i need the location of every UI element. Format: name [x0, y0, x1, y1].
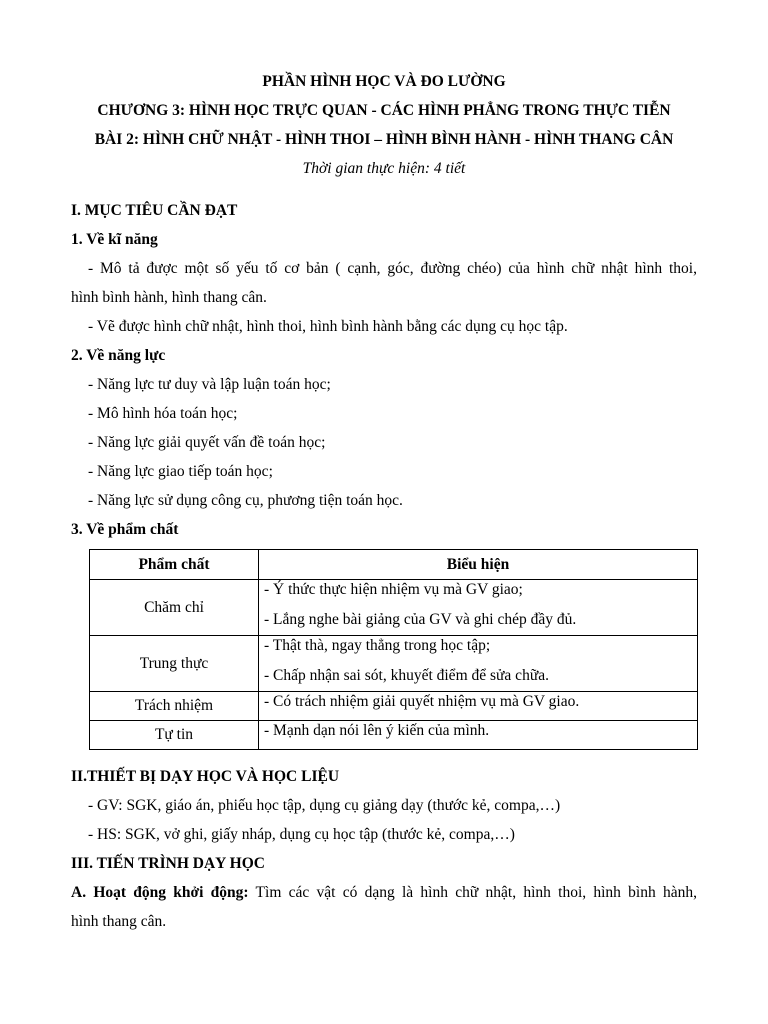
expression-line: - Lắng nghe bài giảng của GV và ghi chép đầy đủ. — [264, 611, 577, 628]
expression-cell — [259, 636, 698, 692]
quality-table — [89, 549, 698, 750]
activity-label: A. Hoạt động khởi động: — [71, 884, 249, 901]
table-row — [90, 636, 698, 692]
quality-cell: Tự tin — [90, 721, 259, 750]
expression-line: - Chấp nhận sai sót, khuyết điểm để sửa chữa. — [264, 667, 549, 684]
column-header: Biểu hiện — [259, 550, 698, 580]
table-header-row — [90, 550, 698, 580]
student-materials: - HS: SGK, vở ghi, giấy nháp, dụng cụ học tập (thước kẻ, compa,…) — [88, 826, 515, 843]
activity-text-cont: hình thang cân. — [71, 913, 167, 930]
competence-heading: 2. Về năng lực — [71, 347, 166, 364]
expression-cell — [259, 692, 698, 721]
part-title: PHẦN HÌNH HỌC VÀ ĐO LƯỜNG — [262, 73, 506, 90]
expression-cell — [259, 721, 698, 750]
quality-cell: Trung thực — [90, 636, 259, 692]
competence-item: - Năng lực giao tiếp toán học; — [88, 463, 273, 480]
table-row — [90, 721, 698, 750]
lesson-title: BÀI 2: HÌNH CHỮ NHẬT - HÌNH THOI – HÌNH BÌNH HÀNH - HÌNH THANG CÂN — [94, 131, 674, 148]
duration-text: Thời gian thực hiện: 4 tiết — [302, 160, 466, 177]
table-row — [90, 580, 698, 636]
teacher-materials: - GV: SGK, giáo án, phiếu học tập, dụng cụ giảng dạy (thước kẻ, compa,…) — [88, 797, 561, 814]
expression-line: - Thật thà, ngay thẳng trong học tập; — [264, 637, 491, 654]
skills-heading: 1. Về kĩ năng — [71, 231, 158, 248]
skills-item-1: - Mô tả được một số yếu tố cơ bản ( cạnh, góc, đường chéo) của hình chữ nhật hình thoi, — [88, 260, 697, 277]
section-3-heading: III. TIẾN TRÌNH DẠY HỌC — [71, 855, 265, 872]
section-1-heading: I. MỤC TIÊU CẦN ĐẠT — [71, 202, 238, 219]
competence-item: - Năng lực sử dụng công cụ, phương tiện toán học. — [88, 492, 403, 509]
expression-line: - Ý thức thực hiện nhiệm vụ mà GV giao; — [264, 581, 523, 598]
expression-cell — [259, 580, 698, 636]
expression-line: - Mạnh dạn nói lên ý kiến của mình. — [264, 722, 490, 739]
quality-heading: 3. Về phẩm chất — [71, 521, 179, 538]
chapter-title: CHƯƠNG 3: HÌNH HỌC TRỰC QUAN - CÁC HÌNH PHẲNG TRONG THỰC TIỄN — [97, 102, 671, 119]
skills-item-1-cont: hình bình hành, hình thang cân. — [71, 289, 267, 306]
activity-text: Tìm các vật có dạng là hình chữ nhật, hình thoi, hình bình hành, — [248, 884, 697, 901]
competence-item: - Năng lực giải quyết vấn đề toán học; — [88, 434, 326, 451]
quality-cell: Trách nhiệm — [90, 692, 259, 721]
skills-item-2: - Vẽ được hình chữ nhật, hình thoi, hình bình hành bằng các dụng cụ học tập. — [88, 318, 568, 335]
quality-cell: Chăm chỉ — [90, 580, 259, 636]
column-header: Phẩm chất — [90, 550, 259, 580]
activity-paragraph — [71, 884, 697, 902]
competence-item: - Mô hình hóa toán học; — [88, 405, 238, 422]
table-row — [90, 692, 698, 721]
expression-line: - Có trách nhiệm giải quyết nhiệm vụ mà GV giao. — [264, 693, 580, 710]
competence-item: - Năng lực tư duy và lập luận toán học; — [88, 376, 331, 393]
section-2-heading: II.THIẾT BỊ DẠY HỌC VÀ HỌC LIỆU — [71, 768, 340, 785]
